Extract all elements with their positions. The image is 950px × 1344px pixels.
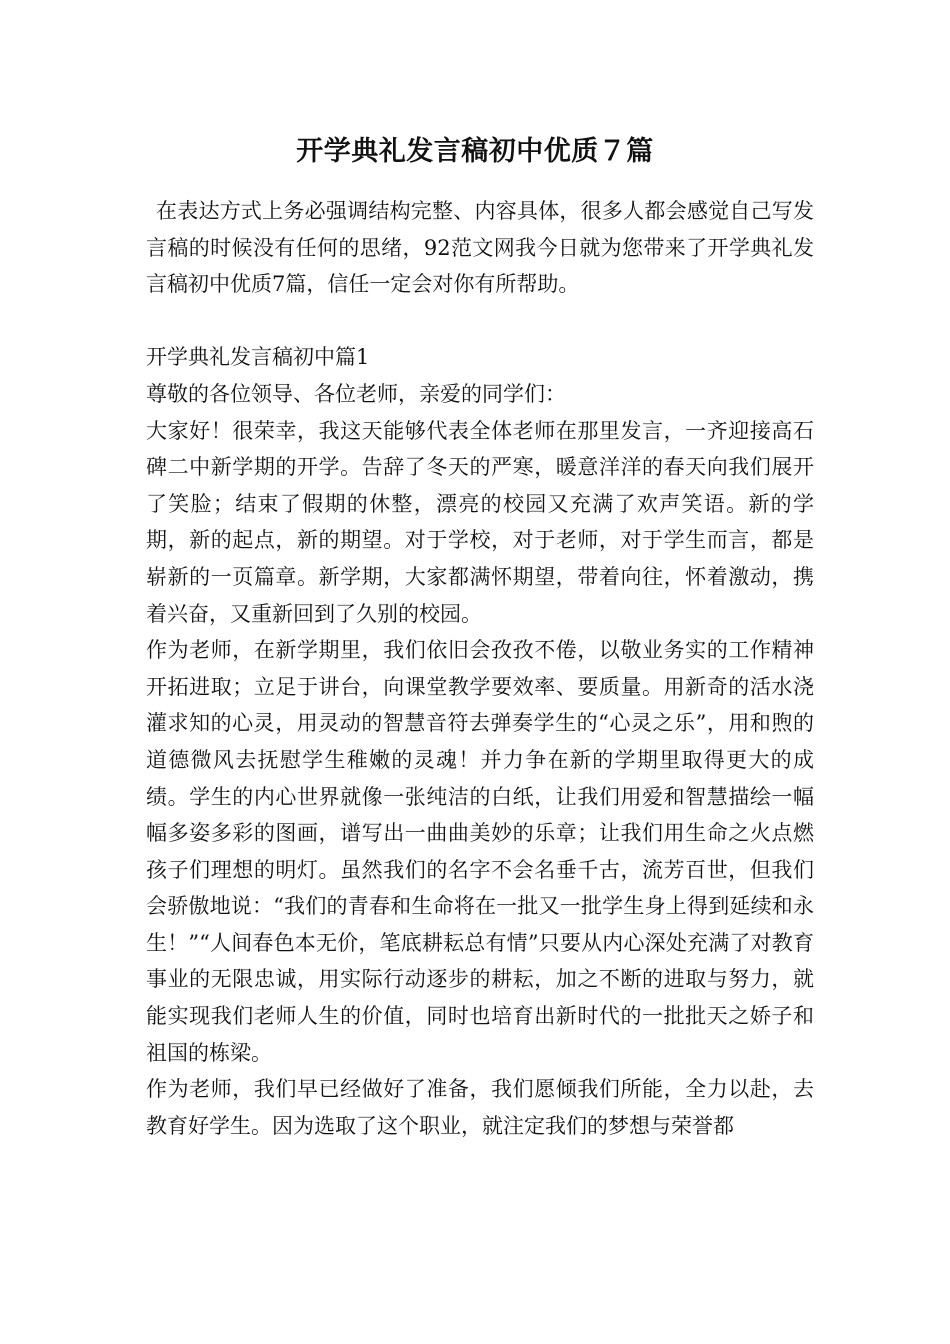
body-paragraph-2: 作为老师，在新学期里，我们依旧会孜孜不倦，以敬业务实的工作精神开拓进取；立足于讲台，向课堂教学要效率、要质量。用新奇的活水浇灌求知的心灵，用灵动的智慧音符去弹奏学生的“心灵之乐”，用和煦的道德微风去抚慰学生稚嫩的灵魂！并力争在新的学期里取得更大的成绩。学生的内心世界就像一张纯洁的白纸，让我们用爱和智慧描绘一幅幅多姿多彩的图画，谱写出一曲曲美妙的乐章；让我们用生命之火点燃孩子们理想的明灯。虽然我们的名字不会名垂千古，流芳百世，但我们会骄傲地说：“我们的青春和生命将在一批又一批学生身上得到延续和永生！”“人间春色本无价，笔底耕耘总有情”只要从内心深处充满了对教育事业的无限忠诚，用实际行动逐步的耕耘，加之不断的进取与努力，就能实现我们老师人生的价值，同时也培育出新时代的一批批天之娇子和祖国的栋梁。 [146,638,814,1065]
document-body [146,193,814,1144]
document-title: 开学典礼发言稿初中优质７篇 [296,136,654,167]
paragraph-gap [146,303,814,340]
intro-paragraph: 在表达方式上务必强调结构完整、内容具体，很多人都会感觉自己写发言稿的时候没有任何的思绪，92范文网我今日就为您带来了开学典礼发言稿初中优质7篇，信任一定会对你有所帮助。 [146,199,814,297]
section-heading: 开学典礼发言稿初中篇1 [146,345,370,370]
body-paragraph-1: 大家好！很荣幸，我这天能够代表全体老师在那里发言，一齐迎接高石碑二中新学期的开学。告辞了冬天的严寒，暖意洋洋的春天向我们展开了笑脸；结束了假期的休整，漂亮的校园又充满了欢声笑语。新的学期，新的起点，新的期望。对于学校，对于老师，对于学生而言，都是崭新的一页篇章。新学期，大家都满怀期望，带着向往，怀着激动，携着兴奋，又重新回到了久别的校园。 [146,418,814,626]
body-paragraph-3: 作为老师，我们早已经做好了准备，我们愿倾我们所能，全力以赴，去教育好学生。因为选取了这个职业，就注定我们的梦想与荣誉都 [146,1077,814,1138]
salutation: 尊敬的各位领导、各位老师，亲爱的同学们： [146,381,566,406]
